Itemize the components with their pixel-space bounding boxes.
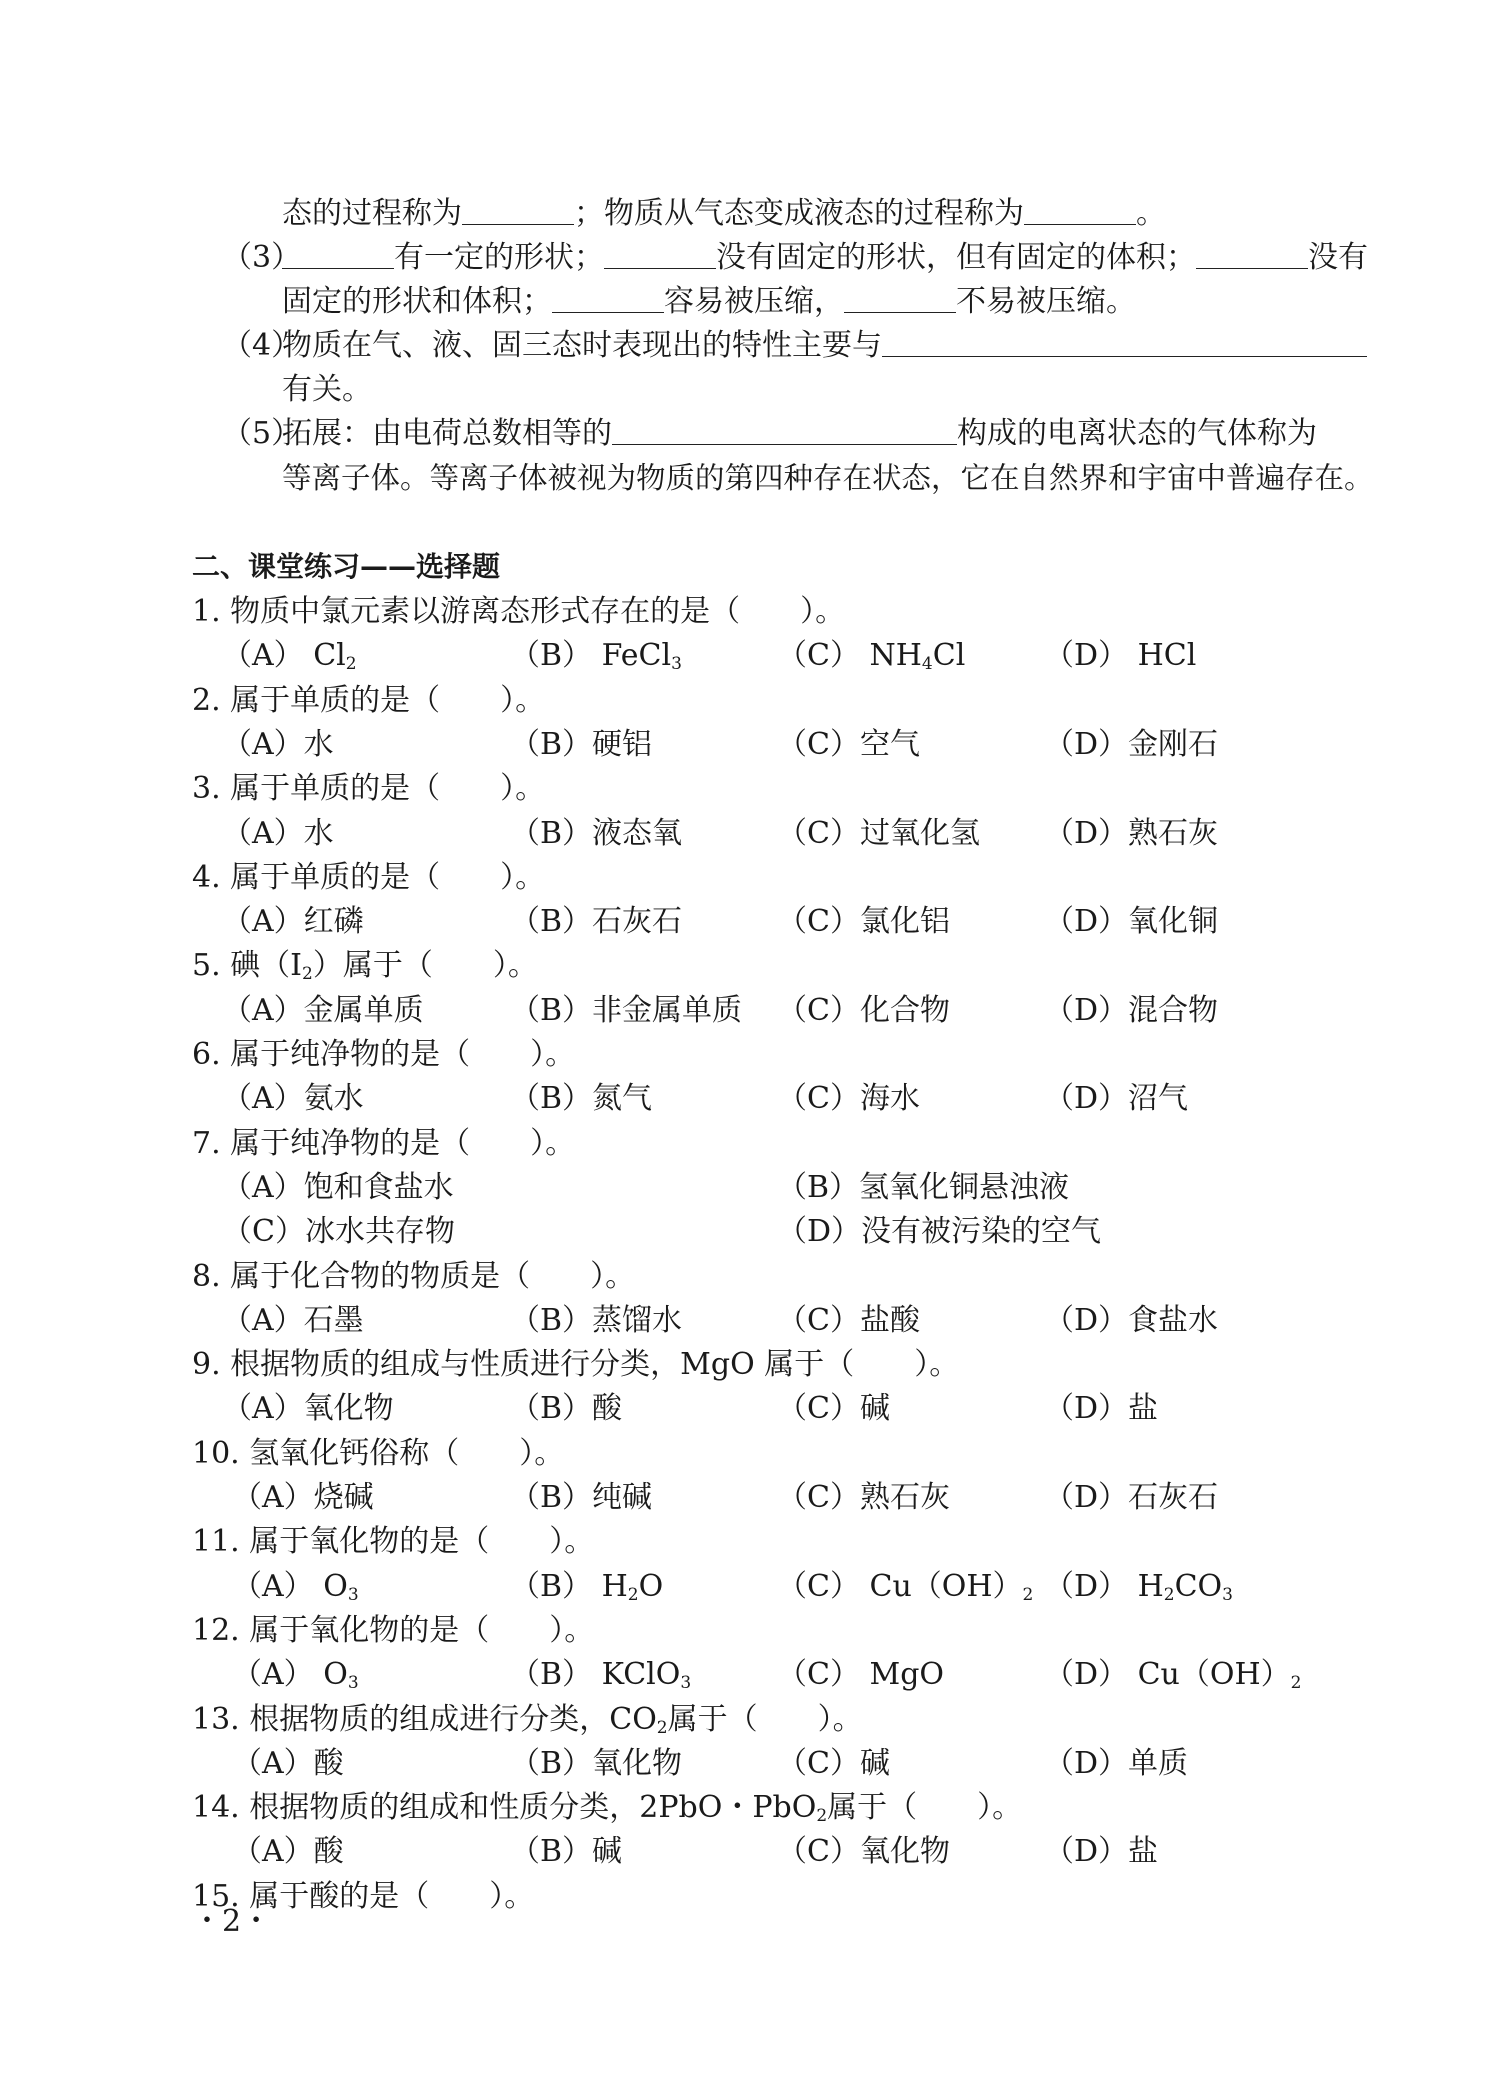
question-stem: 9. 根据物质的组成与性质进行分类，MgO 属于（ ）。 xyxy=(192,1347,960,1383)
page-number: ・2・ xyxy=(192,1904,272,1939)
question-stem: 7. 属于纯净物的是（ ）。 xyxy=(192,1125,576,1161)
fill-item-4-number: （4） xyxy=(222,328,302,363)
question-stem: 11. 属于氧化物的是（ ）。 xyxy=(192,1524,595,1560)
subscript: 3 xyxy=(347,1584,359,1605)
answer-option[interactable]: （D）盐 xyxy=(1044,1834,1159,1870)
answer-option[interactable]: （A）酸 xyxy=(232,1834,344,1870)
answer-option[interactable]: （B）氧化物 xyxy=(510,1745,683,1781)
answer-blank xyxy=(462,194,574,225)
subscript: 2 xyxy=(1163,1584,1175,1605)
answer-option[interactable]: （C）空气 xyxy=(777,726,920,762)
subscript: 2 xyxy=(1290,1673,1302,1694)
answer-option[interactable]: （A）水 xyxy=(222,726,334,762)
answer-option[interactable]: （A）水 xyxy=(222,815,334,851)
answer-option[interactable]: （B）蒸馏水 xyxy=(510,1302,683,1338)
answer-option[interactable]: （D）金刚石 xyxy=(1044,726,1219,762)
answer-option[interactable]: （C）冰水共存物 xyxy=(222,1214,455,1250)
fill-item-5-number: （5） xyxy=(222,416,302,451)
answer-option[interactable]: （C）氯化铝 xyxy=(777,904,950,940)
answer-option[interactable]: （D）盐 xyxy=(1044,1391,1159,1427)
answer-option[interactable]: （C）化合物 xyxy=(777,992,950,1028)
subscript: 2 xyxy=(302,964,313,985)
answer-blank xyxy=(604,238,716,269)
answer-option[interactable]: （B） $H_2O$ xyxy=(510,1568,664,1605)
answer-option[interactable]: （A）红磷 xyxy=(222,904,364,940)
subscript: 3 xyxy=(347,1673,359,1694)
question-stem: 13. 根据物质的组成进行分类，$CO_2$属于（ ）。 xyxy=(192,1701,863,1738)
answer-option[interactable]: （D） HCl xyxy=(1044,638,1197,674)
answer-option[interactable]: （A）饱和食盐水 xyxy=(222,1169,454,1205)
answer-option[interactable]: （C）过氧化氢 xyxy=(777,815,980,851)
answer-option[interactable]: （D） $Cu(OH)_2$ xyxy=(1044,1657,1302,1694)
answer-blank xyxy=(1024,194,1136,225)
answer-option[interactable]: （D）熟石灰 xyxy=(1044,815,1219,851)
answer-option[interactable]: （A） $O_3$ xyxy=(232,1568,359,1605)
question-stem: 15. 属于酸的是（ ）。 xyxy=(192,1878,535,1914)
answer-option[interactable]: （C）碱 xyxy=(777,1391,890,1427)
answer-option[interactable]: （D）沼气 xyxy=(1044,1081,1189,1117)
answer-blank xyxy=(552,282,664,313)
answer-option[interactable]: （A）烧碱 xyxy=(232,1480,374,1515)
subscript: 2 xyxy=(345,654,357,675)
answer-option[interactable]: （C） MgO xyxy=(777,1657,945,1693)
question-stem: 4. 属于单质的是（ ）。 xyxy=(192,859,546,895)
answer-option[interactable]: （A） $Cl_2$ xyxy=(222,638,357,675)
question-stem: 3. 属于单质的是（ ）。 xyxy=(192,771,546,807)
subscript: 3 xyxy=(680,1673,692,1694)
subscript: 2 xyxy=(816,1806,828,1827)
answer-option[interactable]: （D）食盐水 xyxy=(1044,1302,1219,1338)
fill-line-3: 固定的形状和体积； 容易被压缩， 不易被压缩。 xyxy=(282,284,1136,319)
subscript: 2 xyxy=(1022,1584,1034,1605)
answer-option[interactable]: （B）液态氧 xyxy=(510,815,683,851)
fill-item-3-number: （3） xyxy=(222,240,302,275)
answer-blank xyxy=(882,326,1367,357)
question-stem: 6. 属于纯净物的是（ ）。 xyxy=(192,1037,576,1072)
answer-option[interactable]: （B）非金属单质 xyxy=(510,992,743,1028)
question-stem: 12. 属于氧化物的是（ ）。 xyxy=(192,1612,595,1648)
answer-option[interactable]: （B）碱 xyxy=(510,1834,623,1870)
answer-blank xyxy=(282,238,394,269)
question-stem: 5. 碘$(I_2)$属于（ ）。 xyxy=(192,948,538,985)
subscript: 3 xyxy=(1222,1584,1233,1605)
fill-line-5: 有关。 xyxy=(282,372,372,407)
answer-option[interactable]: （A）石墨 xyxy=(222,1302,364,1338)
answer-option[interactable]: （A）酸 xyxy=(232,1745,344,1781)
answer-blank xyxy=(844,282,956,313)
answer-option[interactable]: （B） FeCl$_3$ xyxy=(510,638,682,675)
answer-option[interactable]: （C） $NH_4Cl$ xyxy=(777,638,966,675)
answer-option[interactable]: （D）没有被污染的空气 xyxy=(777,1214,1102,1250)
answer-option[interactable]: （C） $Cu(OH)_2$ xyxy=(777,1568,1034,1605)
question-stem: 8. 属于化合物的物质是（ ）。 xyxy=(192,1258,636,1294)
answer-option[interactable]: （B） KClO$_3$ xyxy=(510,1657,692,1694)
fill-line-2: 有一定的形状； 没有固定的形状，但有固定的体积； 没有 xyxy=(282,238,1368,278)
question-stem: 1. 物质中氯元素以游离态形式存在的是（ ）。 xyxy=(192,594,846,629)
fill-line-4: 物质在气、液、固三态时表现出的特性主要与 xyxy=(282,326,1367,366)
subscript: 4 xyxy=(921,654,933,675)
answer-option[interactable]: （D）石灰石 xyxy=(1044,1480,1219,1515)
fill-line-6: 拓展：由电荷总数相等的 构成的电离状态的气体称为 xyxy=(282,416,1317,451)
answer-option[interactable]: （D）混合物 xyxy=(1044,992,1219,1028)
question-stem: 2. 属于单质的是（ ）。 xyxy=(192,682,546,718)
answer-option[interactable]: （C）熟石灰 xyxy=(777,1480,950,1515)
fill-line-1: 态的过程称为 ；物质从气态变成液态的过程称为 。 xyxy=(282,196,1166,231)
answer-option[interactable]: （B）酸 xyxy=(510,1391,623,1427)
question-stem: 10. 氢氧化钙俗称（ ）。 xyxy=(192,1435,565,1471)
section-heading: 二、课堂练习——选择题 xyxy=(192,550,501,583)
answer-option[interactable]: （A） $O_3$ xyxy=(232,1657,359,1694)
answer-option[interactable]: （D） $H_2CO_3$ xyxy=(1044,1568,1233,1605)
answer-option[interactable]: （B）硬铝 xyxy=(510,726,653,762)
subscript: 2 xyxy=(656,1717,668,1738)
answer-option[interactable]: （A）氨水 xyxy=(222,1081,364,1117)
answer-blank xyxy=(612,414,957,445)
answer-option[interactable]: （C）海水 xyxy=(777,1081,920,1117)
answer-blank xyxy=(1196,238,1308,269)
answer-option[interactable]: （B）氢氧化铜悬浊液 xyxy=(777,1169,1070,1205)
question-stem: 14. 根据物质的组成和性质分类，2PbO・PbO$_2$属于（ ）。 xyxy=(192,1790,1023,1827)
fill-line-7: 等离子体。等离子体被视为物质的第四种存在状态，它在自然界和宇宙中普遍存在。 xyxy=(282,461,1374,495)
answer-option[interactable]: （C）碱 xyxy=(777,1745,890,1781)
answer-option[interactable]: （B）石灰石 xyxy=(510,904,683,940)
answer-option[interactable]: （D）单质 xyxy=(1044,1745,1189,1781)
answer-option[interactable]: （C）盐酸 xyxy=(777,1302,920,1338)
answer-option[interactable]: （C）氧化物 xyxy=(777,1834,950,1870)
answer-option[interactable]: （D）氧化铜 xyxy=(1044,904,1219,940)
answer-option[interactable]: （B）纯碱 xyxy=(510,1480,653,1515)
answer-option[interactable]: （A）金属单质 xyxy=(222,992,424,1028)
answer-option[interactable]: （B）氮气 xyxy=(510,1081,653,1117)
subscript: 3 xyxy=(671,654,682,675)
answer-option[interactable]: （A）氧化物 xyxy=(222,1391,394,1427)
subscript: 2 xyxy=(627,1584,639,1605)
